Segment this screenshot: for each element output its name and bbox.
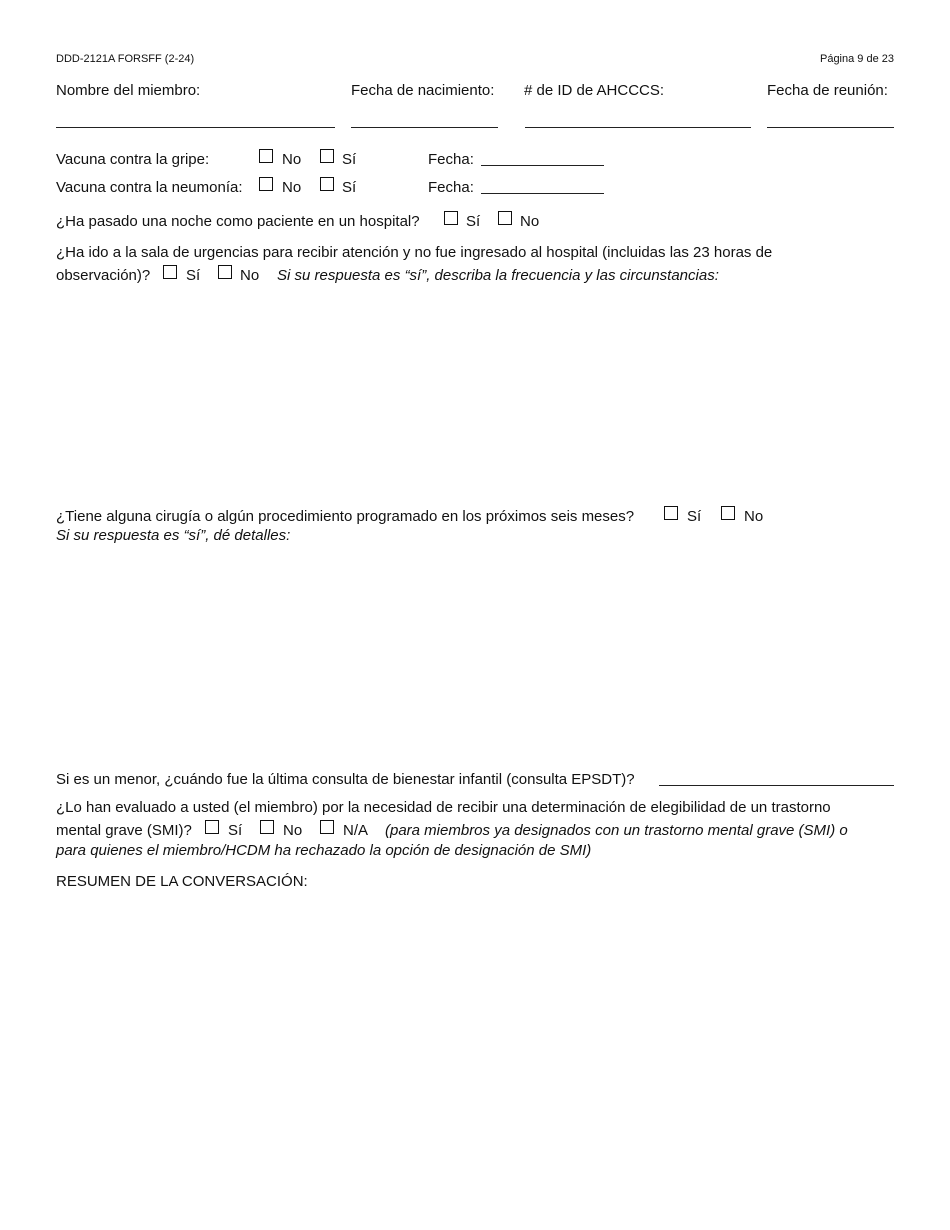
pneumonia-vaccine-label: Vacuna contra la neumonía:	[56, 179, 243, 196]
pneumonia-no-label: No	[282, 179, 302, 196]
smi-question-line1: ¿Lo han evaluado a usted (el miembro) por la necesidad de recibir una determinación de elegibilidad de un trastorno	[56, 799, 831, 816]
er-question-line1: ¿Ha ido a la sala de urgencias para recibir atención y no fue ingresado al hospital (incluidas las 23 horas de	[56, 244, 773, 261]
epsdt-field[interactable]	[659, 785, 894, 786]
er-no-label: No	[240, 267, 260, 284]
smi-no-checkbox[interactable]	[260, 820, 274, 834]
smi-na-label: N/A	[343, 822, 369, 839]
flu-yes-checkbox[interactable]	[320, 149, 334, 163]
surgery-hint: Si su respuesta es “sí”, dé detalles:	[56, 527, 291, 544]
er-yes-checkbox[interactable]	[163, 265, 177, 279]
pneumonia-date-label: Fecha:	[428, 179, 474, 196]
ahcccs-id-label: # de ID de AHCCCS:	[524, 82, 665, 99]
pneumonia-yes-checkbox[interactable]	[320, 177, 334, 191]
er-yes-label: Sí	[186, 267, 201, 284]
hospital-yes-checkbox[interactable]	[444, 211, 458, 225]
smi-note-line2: para quienes el miembro/HCDM ha rechazado la opción de designación de SMI)	[56, 842, 592, 859]
hospital-question: ¿Ha pasado una noche como paciente en un hospital?	[56, 213, 420, 230]
smi-note-line1: (para miembros ya designados con un trastorno mental grave (SMI) o	[385, 822, 848, 839]
pneumonia-yes-label: Sí	[342, 179, 357, 196]
surgery-yes-checkbox[interactable]	[664, 506, 678, 520]
hospital-yes-label: Sí	[466, 213, 481, 230]
er-question-line2: observación)?	[56, 267, 151, 284]
flu-no-checkbox[interactable]	[259, 149, 273, 163]
er-hint: Si su respuesta es “sí”, describa la frecuencia y las circunstancias:	[277, 267, 719, 284]
member-name-field[interactable]	[56, 127, 335, 128]
pneumonia-date-field[interactable]	[481, 193, 604, 194]
smi-yes-checkbox[interactable]	[205, 820, 219, 834]
er-no-checkbox[interactable]	[218, 265, 232, 279]
summary-area[interactable]	[56, 898, 894, 1178]
ahcccs-id-field[interactable]	[525, 127, 751, 128]
flu-date-field[interactable]	[481, 165, 604, 166]
surgery-question: ¿Tiene alguna cirugía o algún procedimiento programado en los próximos seis meses?	[56, 508, 635, 525]
surgery-no-label: No	[744, 508, 764, 525]
epsdt-question: Si es un menor, ¿cuándo fue la última consulta de bienestar infantil (consulta EPSDT)?	[56, 771, 635, 788]
surgery-no-checkbox[interactable]	[721, 506, 735, 520]
meeting-date-label: Fecha de reunión:	[767, 82, 888, 99]
flu-no-label: No	[282, 151, 302, 168]
hospital-no-label: No	[520, 213, 540, 230]
smi-question-line2: mental grave (SMI)?	[56, 822, 192, 839]
er-details-area[interactable]	[56, 292, 894, 492]
flu-vaccine-label: Vacuna contra la gripe:	[56, 151, 210, 168]
member-name-label: Nombre del miembro:	[56, 82, 201, 99]
smi-yes-label: Sí	[228, 822, 243, 839]
pneumonia-no-checkbox[interactable]	[259, 177, 273, 191]
hospital-no-checkbox[interactable]	[498, 211, 512, 225]
summary-title: RESUMEN DE LA CONVERSACIÓN:	[56, 873, 308, 890]
birth-date-label: Fecha de nacimiento:	[351, 82, 495, 99]
form-id: DDD-2121A FORSFF (2-24)	[56, 53, 195, 65]
flu-yes-label: Sí	[342, 151, 357, 168]
smi-na-checkbox[interactable]	[320, 820, 334, 834]
surgery-details-area[interactable]	[56, 552, 894, 752]
smi-no-label: No	[283, 822, 303, 839]
page-number: Página 9 de 23	[819, 53, 894, 65]
surgery-yes-label: Sí	[687, 508, 702, 525]
flu-date-label: Fecha:	[428, 151, 474, 168]
meeting-date-field[interactable]	[767, 127, 894, 128]
birth-date-field[interactable]	[351, 127, 498, 128]
